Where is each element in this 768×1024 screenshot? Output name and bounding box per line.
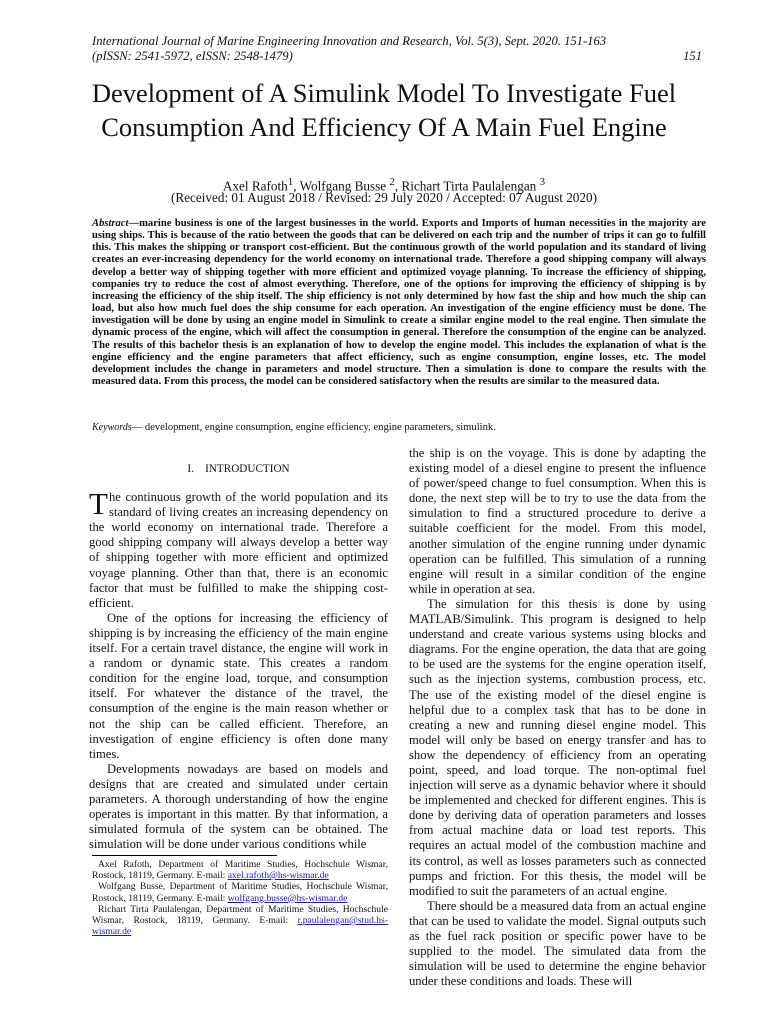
author-name: Richart Tirta Paulalengan xyxy=(401,178,540,194)
abstract-label: Abstract xyxy=(92,218,129,229)
section-title-rest: NTRODUCTION xyxy=(208,463,290,475)
paragraph: There should be a measured data from an actual engine that can be used to validate the model. Signal outputs such as the fuel rack position or specific power have to be supplied to the model. The simulated data from the simulation will be used to determine the engine behavior under these conditions and loads. These will xyxy=(409,898,706,989)
abstract xyxy=(92,218,706,388)
footnote-text: Richart Tirta Paulalengan, Department of Maritime Studies, Hochschule Wismar, Rostock, 18119, Germany. E-mail: xyxy=(92,903,388,927)
author-name: Axel Rafoth xyxy=(222,178,288,194)
footnote xyxy=(92,881,388,903)
abstract-dash: — xyxy=(128,218,140,229)
paragraph: the ship is on the voyage. This is done by adapting the existing model of a diesel engine to present the influence of power/speed change to fuel consumption. When this is done, the next step will be to try to use the data from the simulation to find a structured procedure to derive a suitable coefficient for the model. From this model, another simulation of the engine running under dynamic operation can be fulfilled. This simulation of a running engine will result in a similar condition of the engine while in operation at sea. xyxy=(409,446,706,596)
keywords-dash: — xyxy=(131,422,143,433)
footnotes xyxy=(92,859,388,937)
submission-dates: (Received: 01 August 2018 / Revised: 29 July 2020 / Accepted: 07 August 2020) xyxy=(171,190,597,205)
footnote xyxy=(92,904,388,938)
paragraph: The simulation for this thesis is done by using MATLAB/Simulink. This program is designed to help understand and create various systems using blocks and diagrams. For the engine operation, the data that are going to be used are the systems for the engine operation itself, such as the injection systems, combustion process, etc. The use of the existing model of the diesel engine is helpful due to a complex task that has to be done in creating a new and running diesel engine model. This model will only be based on energy transfer and has to show the dependency of efficiency from an operating point, speed, and load torque. The non-optimal fuel injection will serve as a dynamic behavior where it should be implemented and checked for different engines. This is done by deriving data of operation parameters and losses from actual machine data or load test reports. This requires an actual model of the combustion machine and its control, as well as losses parameters such as connected pumps and friction. For this thesis, the model will be modified to suit the parameters of an actual engine. xyxy=(409,596,706,898)
journal-citation: International Journal of Marine Engineering Innovation and Research, Vol. 5(3), Sept. 2020. 151-163 xyxy=(92,34,607,48)
email-link[interactable]: r.paulalengan@stud.hs-wismar.de xyxy=(92,915,388,938)
author-separator: , xyxy=(293,178,300,194)
drop-cap: T xyxy=(89,486,108,522)
email-link[interactable]: axel.rafoth@hs-wismar.de xyxy=(227,870,329,882)
section-title-initial: I xyxy=(205,463,209,475)
footnote-text: Wolfgang Busse, Department of Maritime Studies, Hochschule Wismar, Rostock, 18119, Germany. E-mail: xyxy=(92,881,388,904)
paragraph: One of the options for increasing the efficiency of shipping is by increasing the efficiency of the main engine itself. For a certain travel distance, the engine will work in a random or dynamic state. This creates a random condition for the engine load, torque, and consumption itself. For whatever the distance of the travel, the consumption of the engine is the main reason whether or not the ship can be called efficient. Therefore, an investigation of engine efficiency is often done many times. xyxy=(89,610,388,761)
footnote-divider xyxy=(92,855,277,856)
author-affiliation-mark: 2 xyxy=(389,176,395,188)
abstract-text: marine business is one of the largest businesses in the world. Exports and Imports of human necessities in the majority are using ships. This is because of the ratio between the goods that can be delivered on each trip and the number of trips it can go to fulfill this. This makes the shipping or transport cost-efficient. But the continuous growth of the world population and its standard of living creates an ever-increasing dependency for the world economy on international trade. Therefore a good shipping company will always develop a better way of shipping together with more efficient and optimized voyage planning. To increase the efficiency of shipping, companies try to reduce the cost of almost everything. Therefore, one of the options for improving the efficiency of shipping is by increasing the efficiency of the ship itself. The ship efficiency is not only determined by how fast the ship and how much the ship can load, but also how much fuel does the ship consume for each operation. An investigation of the engine efficiency must be done. The investigation will be done by using an engine model in Simulink to create a similar engine model to the real engine. Then simulate the dynamic process of the engine, which will affect the consumption in general. Therefore the consumption of the engine can be analyzed. The results of this bachelor thesis is an explanation of how to develop the engine model. This includes the explanation of what is the engine efficiency and the engine parameters that affect efficiency, such as engine consumption, engine losses, etc. The model development includes the change in parameters and model structure. Then a simulation is done to compare the results with the measured data. From this process, the model can be considered satisfactory when the results are similar to the measured data. xyxy=(92,218,706,388)
keywords-text: development, engine consumption, engine efficiency, engine parameters, simulink. xyxy=(142,422,496,433)
section-heading xyxy=(89,462,388,477)
author-name: Wolfgang Busse xyxy=(299,178,390,194)
keywords xyxy=(92,422,706,434)
keywords-label: Keywords xyxy=(92,422,132,433)
journal-header xyxy=(92,34,606,64)
right-column xyxy=(409,446,706,989)
left-column xyxy=(89,462,388,852)
paragraph-text: he continuous growth of the world population and its standard of living creates an increasing dependency on the world economy on international trade. Therefore a good shipping company will always develop a better way of shipping together with more efficient and optimized voyage planning. Other than that, there is an economic factor that must be fulfilled to make the shipping cost-efficient. xyxy=(89,490,388,610)
author-affiliation-mark: 3 xyxy=(539,176,546,188)
author-affiliation-mark: 1 xyxy=(287,176,294,188)
footnote-text: Axel Rafoth, Department of Maritime Studies, Hochschule Wismar, Rostock, 18119, Germany. E-mail: xyxy=(92,859,388,882)
section-number: I. xyxy=(187,463,194,475)
paragraph: Developments nowadays are based on models and designs that are created and simulated under certain parameters. A thorough understanding of how the engine operates is important in this matter. By that information, a simulated formula of the system can be obtained. The simulation will be done under various conditions while xyxy=(89,761,388,852)
paper-title: Development of A Simulink Model To Investigate Fuel Consumption And Efficiency Of A Main Fuel Engine xyxy=(91,78,677,142)
author-separator: , xyxy=(394,178,402,194)
paragraph xyxy=(89,486,388,611)
page-number: 151 xyxy=(683,49,702,63)
journal-issn: (pISSN: 2541-5972, eISSN: 2548-1479) xyxy=(92,49,293,63)
footnote xyxy=(92,859,388,881)
email-link[interactable]: wolfgang.busse@hs-wismar.de xyxy=(227,892,348,904)
